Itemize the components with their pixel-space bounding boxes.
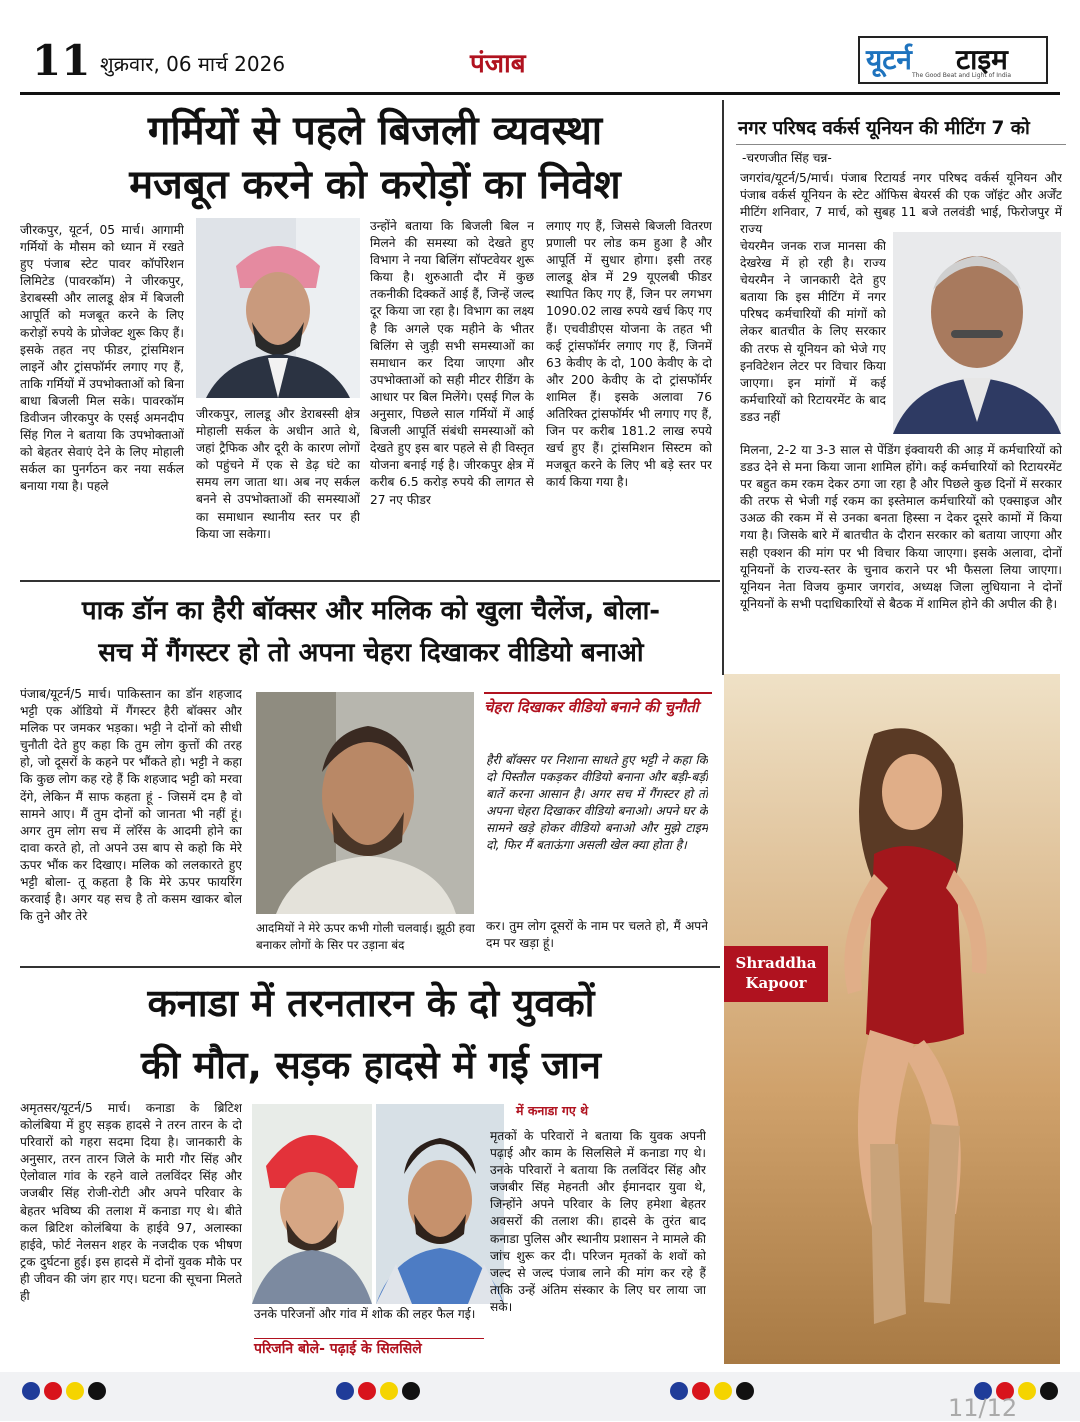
story3-headline xyxy=(22,590,720,674)
section-title: पंजाब xyxy=(470,49,526,79)
story3-top-rule xyxy=(20,580,720,582)
celebrity-name-tag xyxy=(724,946,828,1002)
issue-date: शुक्रवार, 06 मार्च 2026 xyxy=(100,52,286,76)
story2-rule xyxy=(736,144,1066,145)
registration-dot-red xyxy=(692,1382,710,1400)
story4-column-3: मृतकों के परिवारों ने बताया कि युवक अपनी पढ़ाई और काम के सिलसिले में कनाडा गए थे। उनके परिवारों ने बताया कि तलविंदर सिंह और जजबीर सिंह मेहनती और ईमानदार युवा थे, जिन्होंने अपने परिवार के लिए हमेशा बेहतर अवसरों की तलाश की। हादसे के तुरंत बाद कनाडा पुलिस और स्थानीय प्रशासन ने मामले की जांच शुरू कर दी। परिजन मृतकों के शवों को जल्द से जल्द पंजाब लाने की मांग कर रहे हैं ताकि उन्हें अंतिम संस्कार के लिए घर लाया जा सके। xyxy=(490,1129,706,1314)
story3-subhead: चेहरा दिखाकर वीडियो बनाने की चुनौती xyxy=(484,698,699,716)
registration-dot-yellow xyxy=(380,1382,398,1400)
registration-dot-black xyxy=(1040,1382,1058,1400)
celebrity-name-line1: Shraddha xyxy=(735,954,817,972)
celebrity-photo xyxy=(724,674,1060,1364)
story3-italic-text: हैरी बॉक्सर पर निशाना साधते हुए भट्टी ने कहा कि दो पिस्तौल पकड़कर वीडियो बनाना और बड़ी-बड़ी बातें करना आसान है। अगर सच में गैंगस्टर हो तो अपना चेहरा दिखाकर वीडियो बनाओ। अपने घर के सामने खड़े होकर वीडियो बनाओ और मुझे टाइम दो, फिर मैं बताऊंगा असली खेल क्या होता है। xyxy=(486,753,708,853)
registration-dot-black xyxy=(736,1382,754,1400)
story4-top-rule xyxy=(20,966,720,968)
story1-column-2: जीरकपुर, लालडू और डेराबस्सी क्षेत्र मोहाली सर्कल के अधीन आते थे, जहां ट्रैफिक और दूरी के कारण लोगों को पहुंचने में एक से डेढ़ घंटे का समय लग जाता था। अब नए सर्कल बनने से उपभोक्ताओं की समस्याओं का समाधान स्थानीय स्तर पर ही किया जा सकेगा। xyxy=(196,407,360,541)
story1-column-3: उन्होंने बताया कि बिजली बिल न मिलने की समस्या को देखते हुए विभाग ने नया बिलिंग सॉफ्टवेयर शुरू किया है। शुरुआती दौर में कुछ तकनीकी दिक्कतें आई हैं, जिन्हें जल्द दूर किया जा रहा है। विभाग का लक्ष्य है कि अगले एक महीने के भीतर बिलिंग से जुड़ी सभी समस्याओं का समाधान कर दिया जाएगा और उपभोक्ताओं को सही मीटर रीडिंग के आधार पर बिल मिलेंगे। एसई गिल के अनुसार, पिछले साल गर्मियों में आई बिजली आपूर्ति संबंधी समस्याओं को देखते हुए इस बार पहले से ही विस्तृत योजना बनाई गई है। जीरकपुर क्षेत्र में करीब 6.5 करोड़ रुपये की लागत से 27 नए फीडर xyxy=(370,219,534,507)
logo-tagline: The Good Beat and Light of India xyxy=(912,72,1012,79)
page-number: 11 xyxy=(32,36,91,85)
story2-headline: नगर परिषद वर्कर्स यूनियन की मीटिंग 7 को xyxy=(738,118,1030,139)
story2-photo xyxy=(893,232,1061,434)
registration-dot-red xyxy=(44,1382,62,1400)
story4-column-1: अमृतसर/यूटर्न/5 मार्च। कनाडा के ब्रिटिश कोलंबिया में हुए सड़क हादसे ने तरन तारन के दो परिवारों को गहरा सदमा दिया है। जानकारी के अनुसार, तरन तारन जिले के मारी गौर सिंह और ऐलोवाल गांव के रहने वाले तलविंदर सिंह और जजबीर सिंह रोजी-रोटी और अपने परिवार के बेहतर भविष्य की तलाश में कनाडा गए थे। बीते कल ब्रिटिश कोलंबिया के हाईवे 97, अलास्का हाईवे, फोर्ट नेलसन शहर के नजदीक एक भीषण ट्रक दुर्घटना हुई। इस हादसे में दोनों युवक मौके पर ही जीवन की जंग हार गए। घटना की सूचना मिलते ही xyxy=(20,1101,242,1304)
registration-dot-black xyxy=(88,1382,106,1400)
celebrity-image-icon xyxy=(724,674,1060,1364)
newspaper-logo xyxy=(858,36,1048,84)
story1-headline-line1: गर्मियों से पहले बिजली व्यवस्था xyxy=(147,108,603,154)
union-leader-portrait-icon xyxy=(893,232,1061,434)
story1-column-1: जीरकपुर, यूटर्न, 05 मार्च। आगामी गर्मियों के मौसम को ध्यान में रखते हुए पंजाब स्टेट पावर कॉर्पोरेशन लिमिटेड (पावरकॉम) ने जीरकपुर, डेराबस्सी और लालडू क्षेत्र में बिजली आपूर्ति को मजबूत करने के लिए करोड़ों रुपये के प्रोजेक्ट शुरू किए हैं। इसके तहत नए फीडर, ट्रांसमिशन लाइनें और ट्रांसफॉर्मर लगाए गए हैं, ताकि गर्मियों में उपभोक्ताओं को बिना बाधा बिजली मिल सके। पावरकॉम डिवीजन जीरकपुर के एसई अमनदीप सिंह गिल ने बताया कि उपभोक्ताओं को बेहतर सेवाएं देने के लिए मोहाली सर्कल का पुनर्गठन कर नया सर्कल बनाया गया है। पहले xyxy=(20,223,184,494)
story3-photo-text: आदमियों ने मेरे ऊपर कभी गोली चलवाई। झूठी हवा बनाकर लोगों के सिर पर उड़ाना बंद xyxy=(256,921,475,952)
story3-column-1: पंजाब/यूटर्न/5 मार्च। पाकिस्तान का डॉन शहजाद भट्टी एक ऑडियो में गैंगस्टर हैरी बॉक्सर और मलिक पर जमकर भड़का। भट्टी ने दोनों को सीधी चुनौती देते हुए कहा कि तुम लोग कुत्तों की तरह हो, जो दूसरों के कहने पर भौंकते हो। भट्टी ने कहा कि कुछ लोग कह रहे हैं कि शहजाद भट्टी को मरवा देंगे, लेकिन मैं साफ कहता हूं - जिसमें दम है वो सामने आए। मैं तुम दोनों को जानता भी नहीं हूं। अगर तुम लोग सच में लॉरेंस के आदमी होने का दावा करते हो, तो अपने उस बाप से कहो कि मेरे ऊपर भौंक कर दिखाए। मलिक को ललकारते हुए भट्टी बोला- तू कहता है कि मेरे ऊपर फायरिंग करवाई है। अगर यह सच है तो कसम खाकर बोल कि तुने और तेरे xyxy=(20,687,242,924)
story2-byline: -चरणजीत सिंह चन्न- xyxy=(742,151,832,165)
story3-closing-text: कर। तुम लोग दूसरों के नाम पर चलते हो, मैं अपने दम पर खड़ा हूं। xyxy=(486,919,708,951)
story2-text-bottom: मिलना, 2-2 या 3-3 साल से पेंडिंग इंक्वायरी की आड़ में कर्मचारियों को डडउ देने से मना किया जाना शामिल होंगे। कई कर्मचारियों को रिटायरमेंट पर बहुत कम रकम देकर ठगा जा रहा है और पिछले कुछ दिनों में सरकार की तरफ से भेजी गई रकम का इस्तेमाल कर्मचारियों को एक्साइज और उअळ की रकम में से उनका बनता हिस्सा न देकर दूसरे कामों में किया गया है। जिसके बारे में बातचीत के दौरान सरकार को बताया जाएगा और सही एक्शन की मांग पर भी विचार किया जाएगा। इसके अलावा, दोनों यूनियनों के राज्य-स्तर के चुनाव कराने पर भी फैसला लिया जाएगा। यूनियन नेता विजय कुमार जगरांव, अध्यक्ष जिला लुधियाना ने दोनों यूनियनों के सभी पदाधिकारियों से बैठक में शामिल होने की अपील की है। xyxy=(740,443,1062,611)
story4-photo-text: उनके परिजनों और गांव में शोक की लहर फैल गई। xyxy=(254,1307,476,1321)
logo-text-part1: यूटर्न xyxy=(866,43,912,76)
story4-headline-line2: की मौत, सड़क हादसे में गई जान xyxy=(140,1043,602,1087)
story4-photo-right xyxy=(376,1104,504,1304)
story2-text-top: जगरांव/यूटर्न/5/मार्च। पंजाब रिटायर्ड नगर परिषद वर्कर्स यूनियन और पंजाब वर्कर्स यूनियन के स्टेट ऑफिस बेयरर्स की एक जॉइंट और अर्जेंट मीटिंग शनिवार, 7 मार्च, को सुबह 11 बजे तलवंडी भाई, फिरोजपुर में राज्य xyxy=(740,171,1062,237)
story3-subhead-box xyxy=(484,692,712,746)
story3-headline-line2: सच में गैंगस्टर हो तो अपना चेहरा दिखाकर वीडियो बनाओ xyxy=(98,638,644,668)
registration-dot-yellow xyxy=(66,1382,84,1400)
victim-two-portrait-icon xyxy=(376,1104,504,1304)
story1-headline xyxy=(30,104,720,212)
logo-text-part2: टाइम xyxy=(956,43,1008,76)
story3-photo xyxy=(256,692,474,914)
registration-dot-black xyxy=(402,1382,420,1400)
story4-subhead-bottom: परिजनि बोले- पढ़ाई के सिलसिले xyxy=(254,1338,484,1359)
celebrity-name-line2: Kapoor xyxy=(745,974,807,992)
story2-text-side: चेयरमैन जनक राज मानसा की देखरेख में हो रही है। राज्य चेयरमैन ने जानकारी देते हुए बताया कि इस मीटिंग में नगर परिषद कर्मचारियों की मांगों को लेकर बातचीत के लिए सरकार की तरफ से यूनियन को भेजे गए इनविटेशन लेटर पर विचार किया जाएगा। इन मांगों में कई कर्मचारियों को रिटायरमेंट के बाद डडउ नहीं xyxy=(740,239,886,424)
registration-dot-yellow xyxy=(714,1382,732,1400)
story4-photo-left xyxy=(252,1104,372,1304)
victim-one-portrait-icon xyxy=(252,1104,372,1304)
story4-headline-line1: कनाडा में तरनतारन के दो युवकों xyxy=(147,981,595,1025)
registration-dot-blue xyxy=(336,1382,354,1400)
story1-headline-line2: मजबूत करने को करोड़ों का निवेश xyxy=(129,162,621,208)
header-rule xyxy=(20,92,1060,95)
registration-dot-blue xyxy=(22,1382,40,1400)
page-indicator: 11/12 xyxy=(948,1394,1018,1422)
story4-subhead-right: में कनाडा गए थे xyxy=(516,1103,589,1118)
column-divider xyxy=(722,100,724,675)
registration-dot-blue xyxy=(670,1382,688,1400)
official-portrait-icon xyxy=(196,218,360,398)
story1-photo xyxy=(196,218,360,398)
story1-column-4: लगाए गए हैं, जिससे बिजली वितरण प्रणाली पर लोड कम हुआ है और आपूर्ति में सुधार होगा। इसी तरह लालडू क्षेत्र में 29 यूएलबी फीडर स्थापित किए गए हैं, जिन पर लगभग 1090.02 लाख रुपये खर्च किए गए हैं। एचवीडीएस योजना के तहत भी कई ट्रांसफॉर्मर लगाए गए हैं, जिनमें 63 केवीए के दो, 100 केवीए के दो और 200 केवीए के दो ट्रांसफॉर्मर शामिल हैं। इसके अलावा 76 अतिरिक्त ट्रांसफॉर्मर भी लगाए गए हैं, जिन पर करीब 181.2 लाख रुपये खर्च हुए हैं। ट्रांसमिशन सिस्टम को मजबूत करने के लिए भी बड़े स्तर पर कार्य किया गया है। xyxy=(546,219,712,490)
story3-headline-line1: पाक डॉन का हैरी बॉक्सर और मलिक को खुला चैलेंज, बोला- xyxy=(81,596,661,626)
don-video-still-icon xyxy=(256,692,474,914)
registration-dot-yellow xyxy=(1018,1382,1036,1400)
story4-headline xyxy=(22,972,720,1096)
registration-dot-red xyxy=(358,1382,376,1400)
footer-bar xyxy=(0,1372,1080,1421)
